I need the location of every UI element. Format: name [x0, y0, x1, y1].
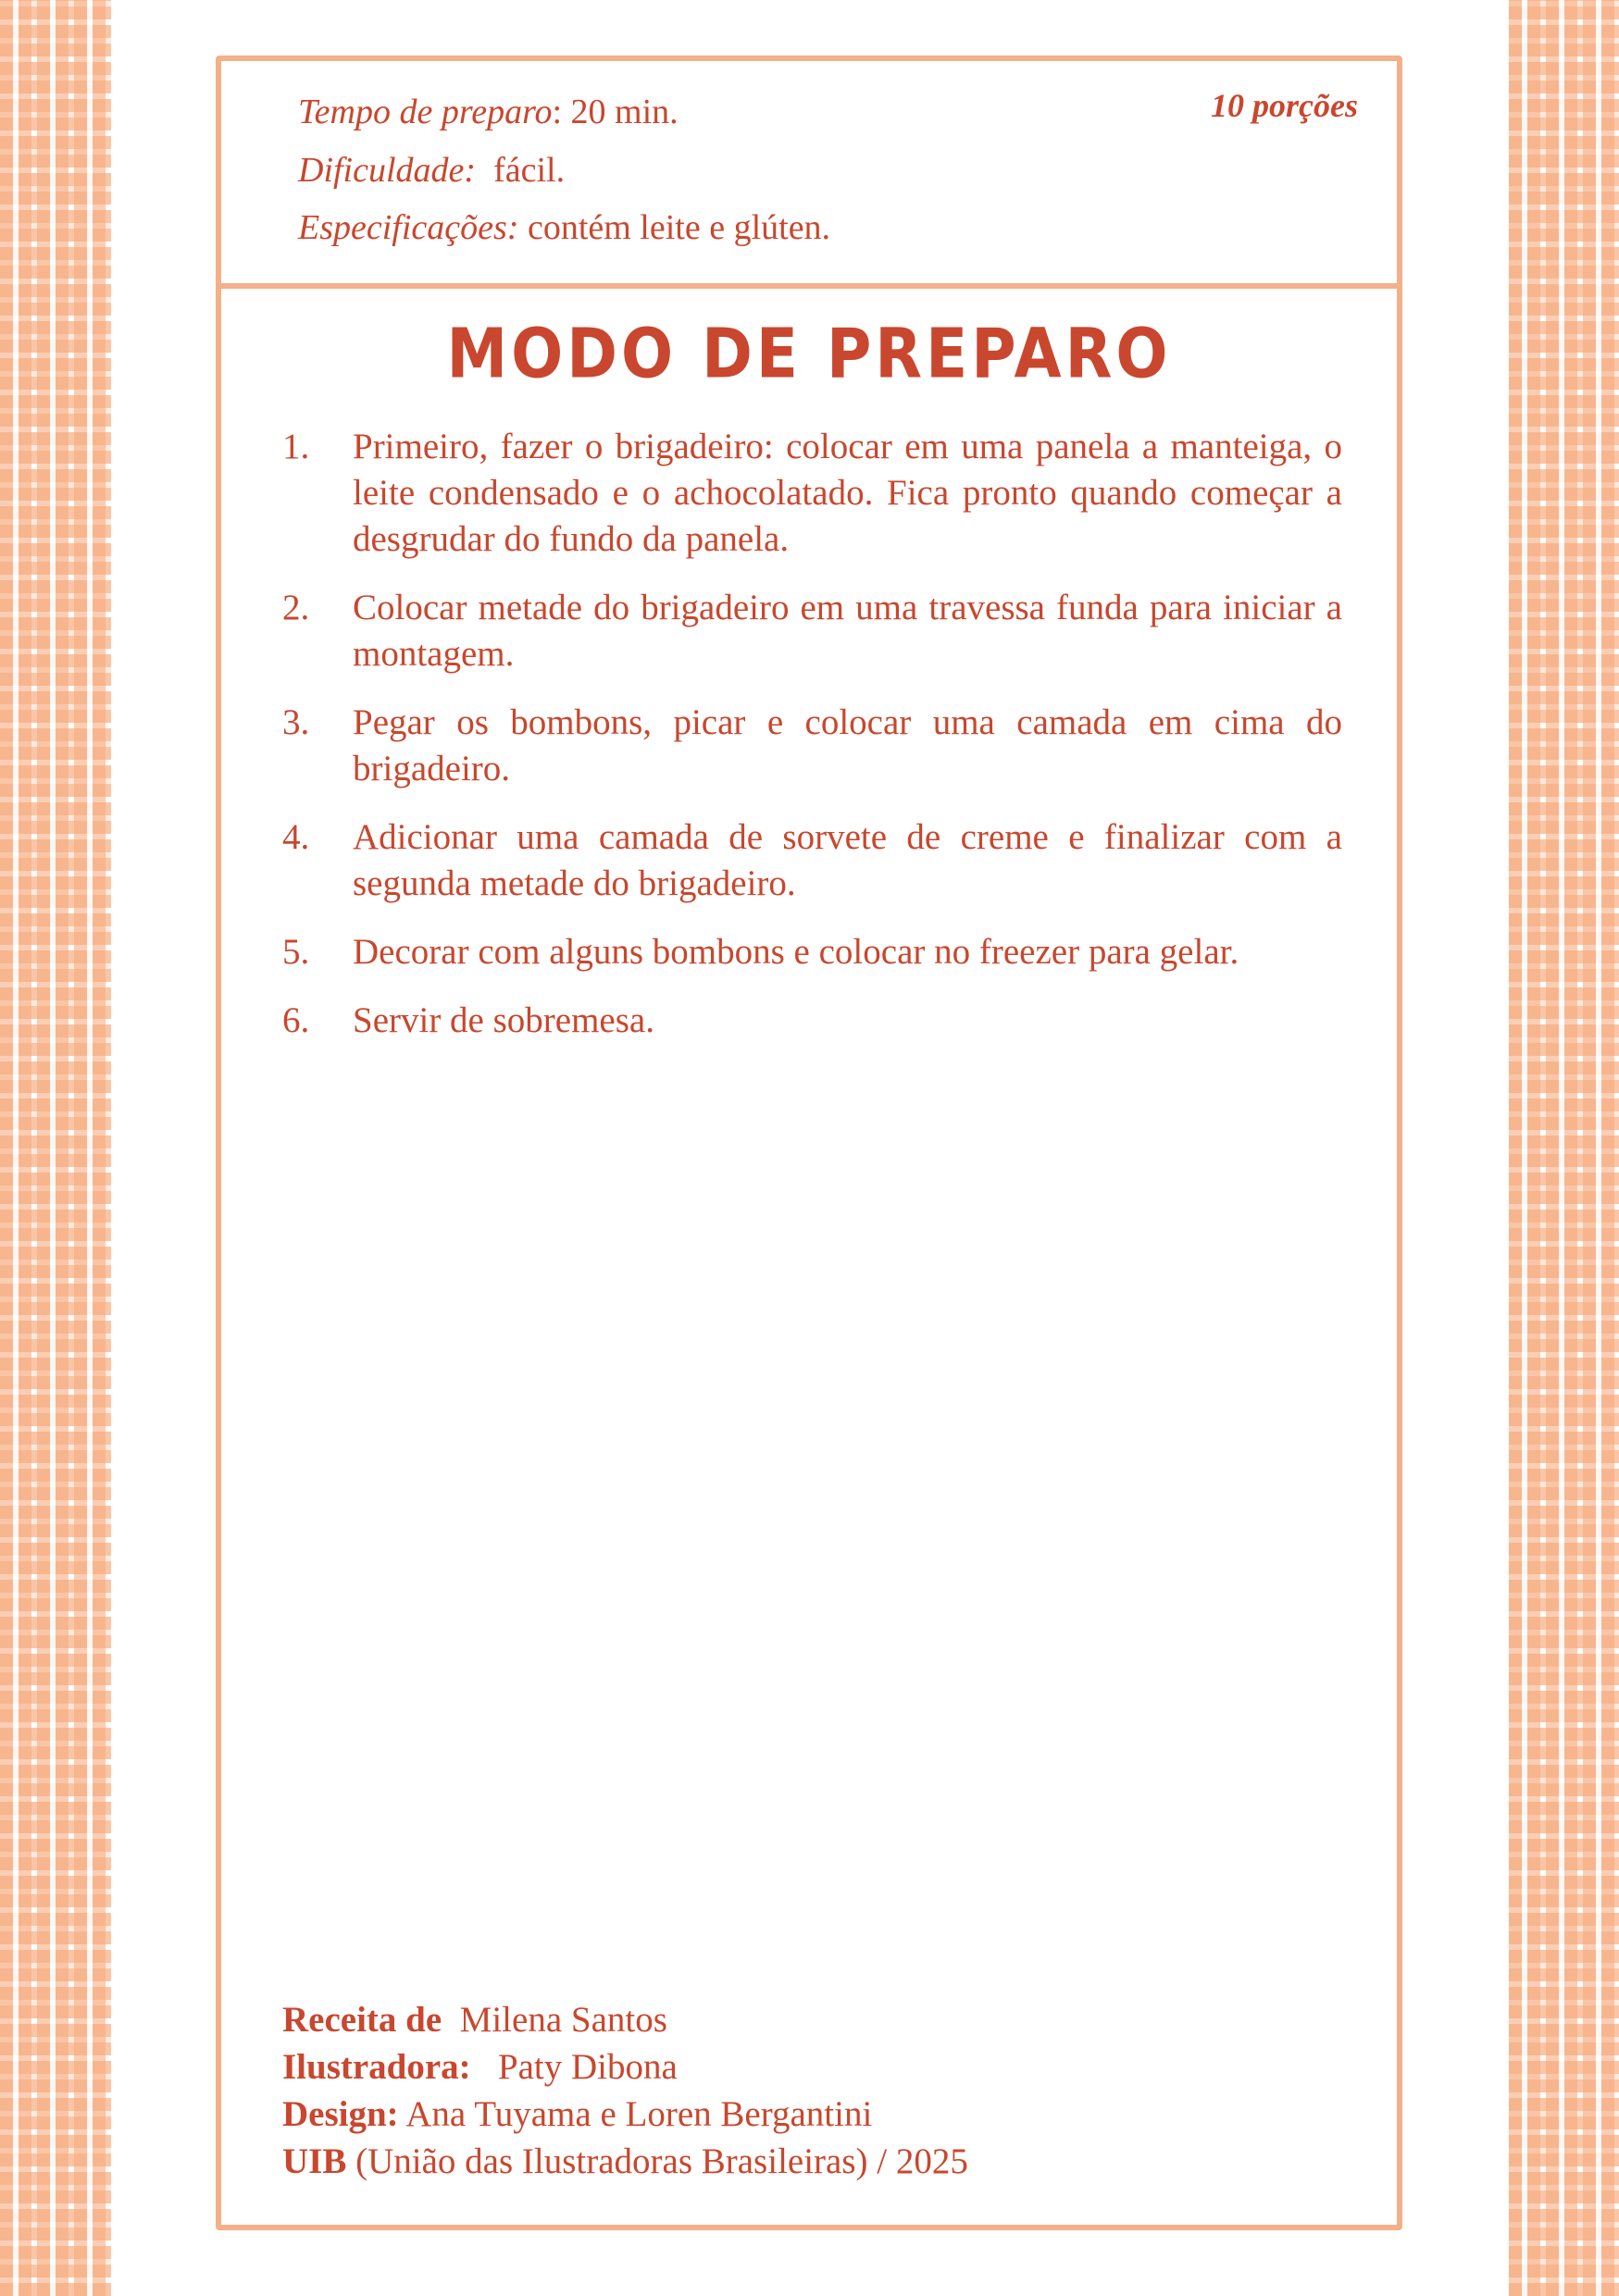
step-number: 2. [282, 588, 310, 627]
recipe-info-box [221, 61, 1397, 289]
list-item [282, 424, 1342, 563]
credit-organization [282, 2138, 968, 2185]
specifications-value: contém leite e glúten. [518, 208, 831, 247]
step-text: Primeiro, fazer o brigadeiro: colocar em uma panela a manteiga, o leite condensado e o achocolatado. Fica pronto quando começar a desgrudar do fundo da panela. [353, 427, 1342, 559]
prep-time-label: Tempo de preparo [298, 93, 553, 131]
difficulty-label: Dificuldade: [298, 151, 477, 190]
recipe-card [216, 56, 1402, 2230]
step-number: 6. [282, 1000, 310, 1040]
list-item [282, 585, 1342, 677]
credit-recipe-value: Milena Santos [459, 2000, 667, 2040]
list-item [282, 814, 1342, 907]
credit-illustrator-value: Paty Dibona [497, 2047, 678, 2087]
list-item [282, 929, 1342, 975]
list-item [282, 998, 1342, 1044]
plaid-border-left [0, 0, 111, 2296]
credit-recipe-label: Receita de [282, 2000, 442, 2040]
prep-time [298, 92, 679, 132]
step-text: Servir de sobremesa. [353, 1000, 654, 1040]
plaid-border-right [1509, 0, 1619, 2296]
step-text: Decorar com alguns bombons e colocar no freezer para gelar. [353, 932, 1239, 972]
step-number: 4. [282, 817, 310, 857]
step-number: 1. [282, 427, 310, 466]
credit-org-value: (União das Ilustradoras Brasileiras) / 2025 [346, 2141, 968, 2181]
credit-illustrator [282, 2043, 968, 2091]
step-number: 3. [282, 702, 310, 742]
specifications [298, 207, 830, 248]
prep-time-value: : 20 min. [552, 93, 679, 131]
credits-block [282, 1996, 968, 2185]
difficulty [298, 150, 565, 191]
difficulty-value: fácil. [493, 151, 566, 190]
credit-recipe [282, 1996, 968, 2043]
step-number: 5. [282, 932, 310, 972]
credit-design [282, 2091, 968, 2138]
credit-org-label: UIB [282, 2141, 347, 2181]
step-text: Adicionar uma camada de sorvete de creme e finalizar com a segunda metade do brigadeiro. [353, 817, 1342, 903]
credit-design-value: Ana Tuyama e Loren Bergantini [398, 2094, 873, 2134]
step-text: Colocar metade do brigadeiro em uma travessa funda para iniciar a montagem. [353, 588, 1342, 674]
specifications-label: Especificações: [298, 208, 519, 247]
list-item [282, 700, 1342, 792]
steps-list [282, 424, 1342, 1066]
credit-design-label: Design: [282, 2094, 399, 2134]
credit-illustrator-label: Ilustradora: [282, 2047, 471, 2087]
page-title: MODO DE PREPARO [446, 314, 1172, 394]
step-text: Pegar os bombons, picar e colocar uma camada em cima do brigadeiro. [353, 702, 1342, 788]
portions-badge: 10 porções [1211, 87, 1358, 124]
